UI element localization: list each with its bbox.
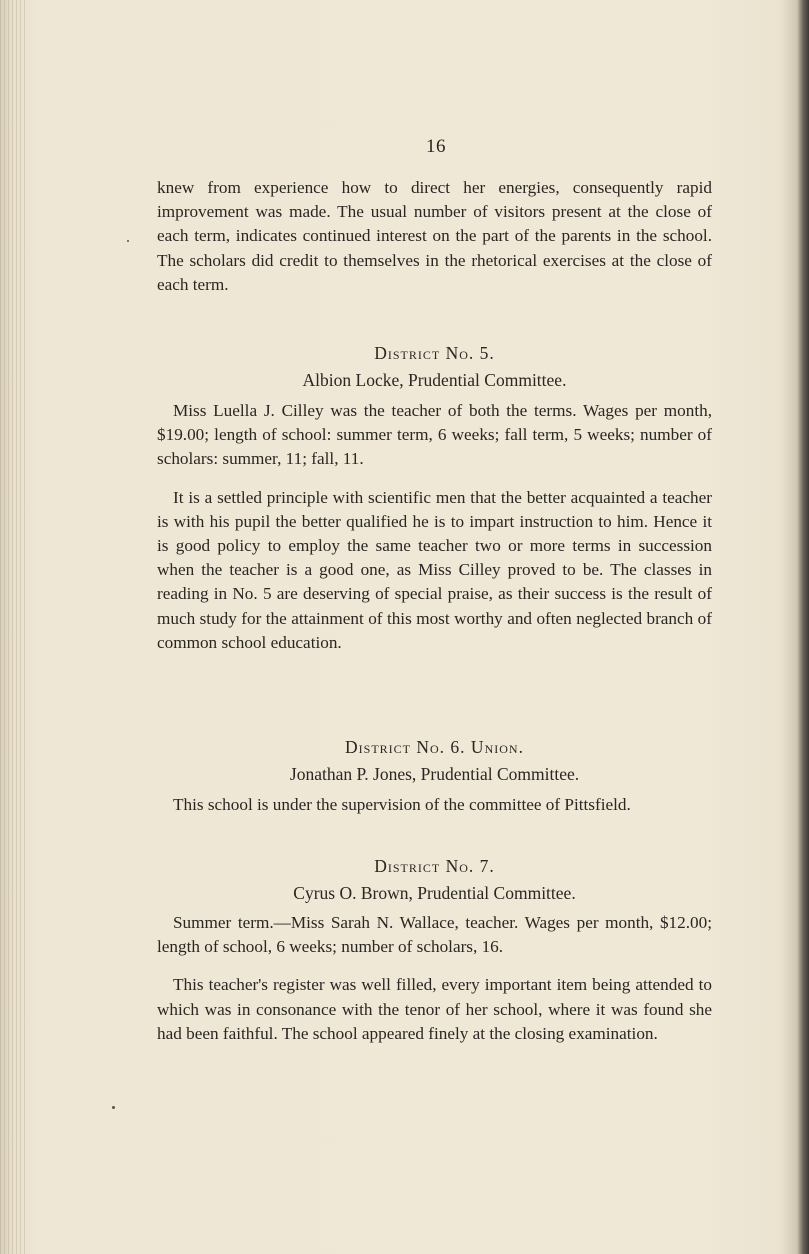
page-edge-binding: [0, 0, 26, 1254]
district-6-body: [157, 793, 712, 817]
district-6-heading: District No. 6. Union.: [345, 737, 524, 757]
district-5-committee: Albion Locke, Prudential Committee.: [302, 370, 567, 390]
district-7-committee: Cyrus O. Brown, Prudential Committee.: [293, 883, 576, 903]
intro-section: [157, 176, 712, 297]
district-5-body: [157, 399, 712, 655]
district-6-committee: Jonathan P. Jones, Prudential Committee.: [289, 764, 580, 784]
paper-speck: [112, 1106, 115, 1109]
district-7-paragraph-2: This teacher's register was well filled, every important item being attended to which was in consonance with the tenor of her school, where it was found she had been faithful. The school appeared finely at the closing examination.: [157, 975, 712, 1043]
district-7-paragraph-1: Summer term.—Miss Sarah N. Wallace, teacher. Wages per month, $12.00; length of school, 6 weeks; number of scholars, 16.: [157, 913, 712, 957]
intro-paragraph: knew from experience how to direct her energies, consequently rapid improvement was made. The usual number of visitors present at the close of each term, indicates continued interest on the part of the parents in the school. The scholars did credit to themselves in the rhetorical exercises at the close of each term.: [157, 178, 712, 294]
page-number: 16: [426, 136, 446, 157]
district-7-body: [157, 911, 712, 1046]
district-5-paragraph-2: It is a settled principle with scientific men that the better acquainted a teacher is with his pupil the better qualified he is to impart instruction to him. Hence it is good policy to employ the same teacher two or more terms in succession when the teacher is a good one, as Miss Cilley proved to be. The classes in reading in No. 5 are deserving of special praise, as their success is the result of much study for the attainment of this most worthy and often neglected branch of common school education.: [157, 487, 712, 652]
district-6-paragraph-1: This school is under the supervision of the committee of Pittsfield.: [173, 795, 631, 814]
district-5-heading: District No. 5.: [374, 343, 495, 363]
district-7-heading: District No. 7.: [374, 856, 495, 876]
paper-speck: [127, 240, 129, 242]
district-5-paragraph-1: Miss Luella J. Cilley was the teacher of both the terms. Wages per month, $19.00; length of school: summer term, 6 weeks; fall term, 5 weeks; number of scholars: summer, 11; fall, 11.: [157, 401, 712, 469]
